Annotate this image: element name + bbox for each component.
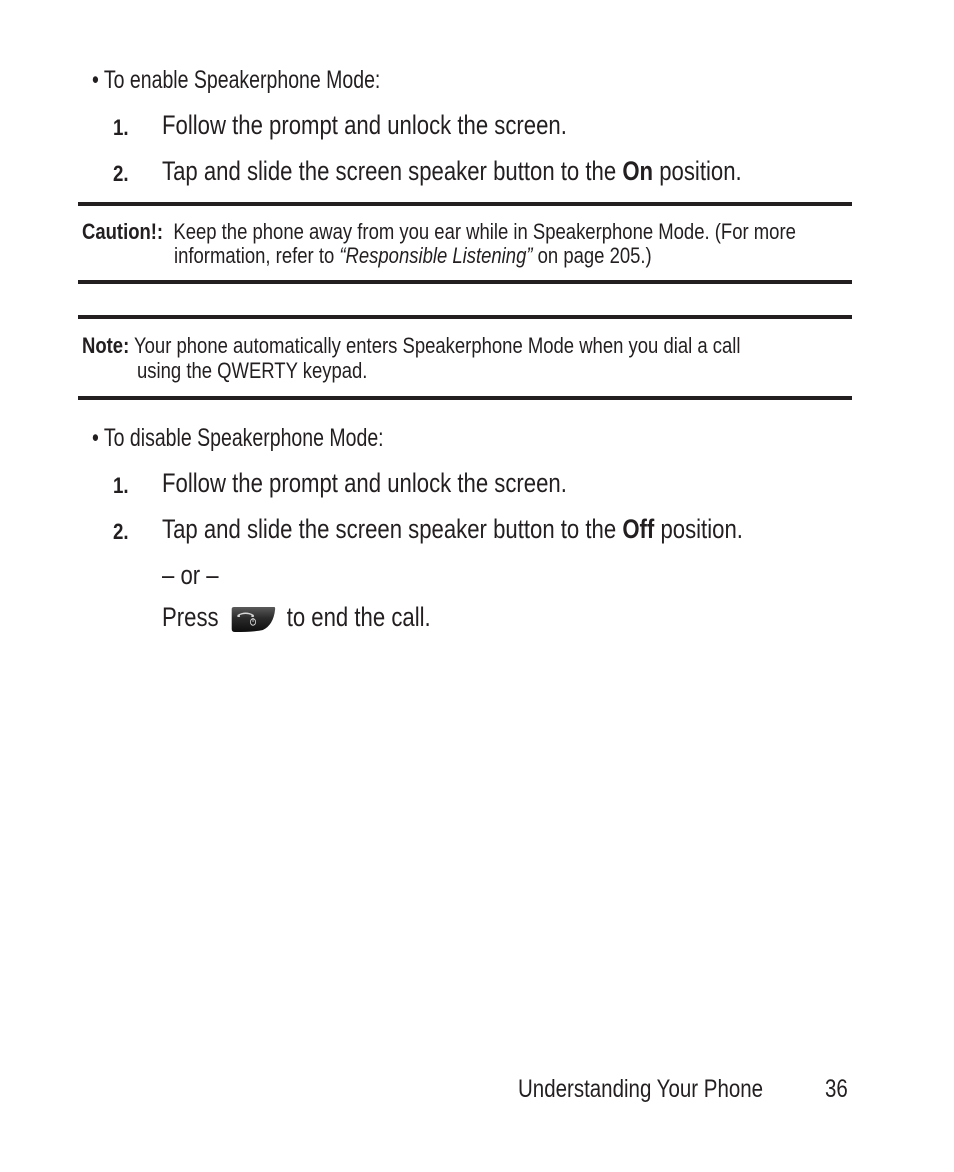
press-end-instruction: Press to end the call.	[162, 602, 431, 632]
enable-step-1-text: Follow the prompt and unlock the screen.	[162, 110, 567, 140]
disable-step-2-number: 2.	[113, 519, 129, 544]
on-keyword: On	[622, 156, 654, 186]
note-label: Note:	[82, 333, 130, 358]
or-separator: – or –	[162, 560, 219, 590]
disable-step-2-text: Tap and slide the screen speaker button to the Off position.	[162, 514, 743, 544]
page-number: 36	[825, 1075, 848, 1103]
off-keyword: Off	[622, 514, 655, 544]
enable-bullet: • To enable Speakerphone Mode:	[92, 66, 381, 94]
caution-top-rule	[78, 202, 852, 206]
enable-step-1-number: 1.	[113, 115, 129, 140]
disable-step-1-text: Follow the prompt and unlock the screen.	[162, 468, 567, 498]
responsible-listening-reference: “Responsible Listening”	[339, 243, 533, 268]
note-line-1: Note: Your phone automatically enters Speakerphone Mode when you dial a call	[82, 333, 741, 358]
caution-bottom-rule	[78, 280, 852, 284]
enable-step-2-text: Tap and slide the screen speaker button to the On position.	[162, 156, 742, 186]
note-top-rule	[78, 315, 852, 319]
end-call-key-icon	[230, 605, 276, 633]
disable-bullet: • To disable Speakerphone Mode:	[92, 424, 384, 452]
footer-section-title: Understanding Your Phone	[518, 1075, 764, 1103]
note-bottom-rule	[78, 396, 852, 400]
disable-step-1-number: 1.	[113, 473, 129, 498]
note-line-2: using the QWERTY keypad.	[137, 358, 368, 383]
caution-line-1: Caution!: Keep the phone away from you ear while in Speakerphone Mode. (For more	[82, 219, 796, 244]
enable-step-2-number: 2.	[113, 161, 129, 186]
caution-line-2: information, refer to “Responsible Listening” on page 205.)	[174, 243, 652, 268]
caution-label: Caution!:	[82, 219, 164, 244]
